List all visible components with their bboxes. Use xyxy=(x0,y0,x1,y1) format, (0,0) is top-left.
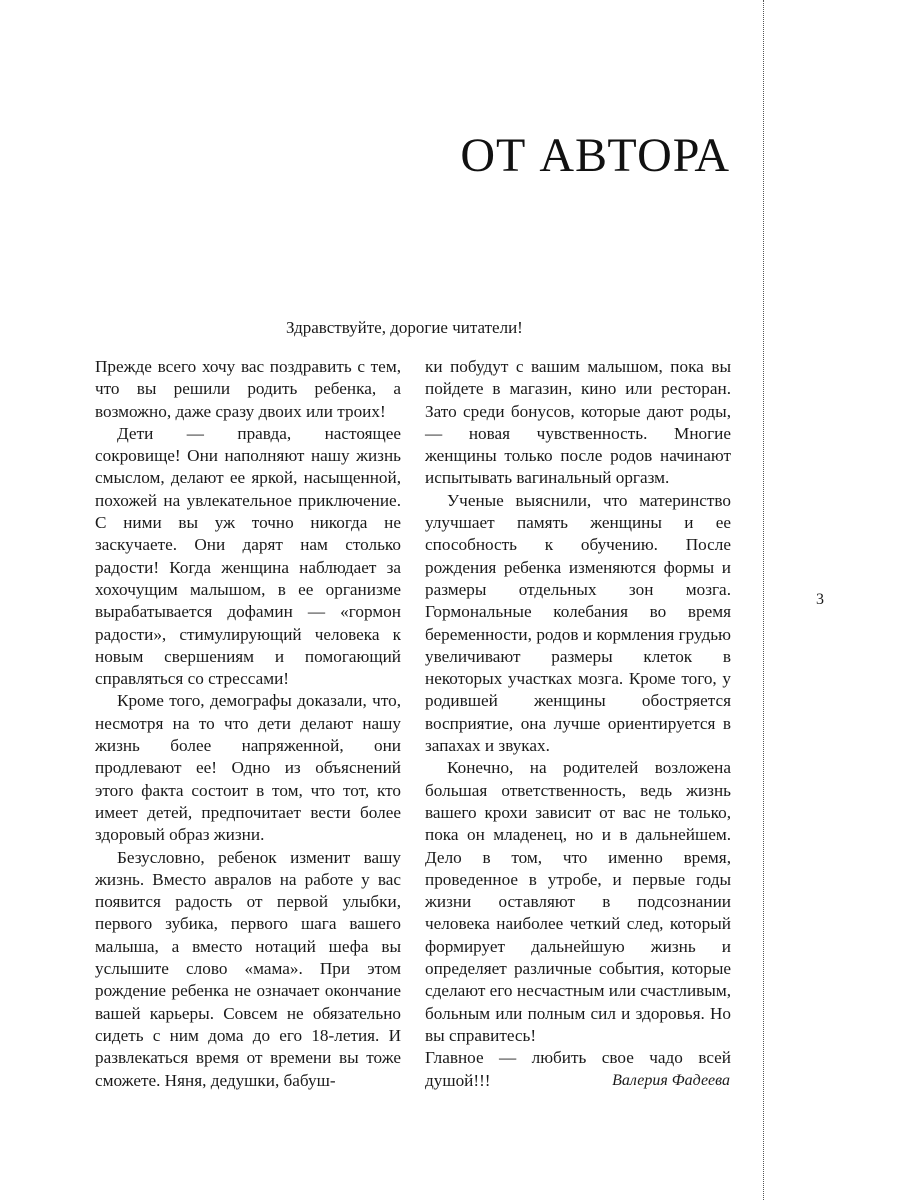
paragraph: Главное — любить свое чадо всей душой!!! xyxy=(425,1048,731,1090)
page-number: 3 xyxy=(816,591,824,608)
paragraph: Безусловно, ребенок изменит вашу жизнь. Вместо авралов на работе у вас появится радость от первой улыбки, первого зубика, первого шага вашего малыша, а вместо нотаций шефа вы услышите слово «мама». При этом рождение ребенка не означает окончание вашей карьеры. Совсем не обязательно сидеть с ним дома до его 18-летия. И развлекаться время от времени вы тоже сможете. Няня, дедушки, бабуш- xyxy=(95,847,401,1090)
paragraph: Прежде всего хочу вас поздравить с тем, что вы решили родить ребенка, а возможно, даже сразу двоих или троих! xyxy=(95,357,401,421)
paragraph: Дети — правда, настоящее сокровище! Они наполняют нашу жизнь смыслом, делают ее яркой, насыщенной, похожей на увлекательное приключение. С ними вы уж точно никогда не заскучаете. Они дарят нам столько радости! Когда женщина наблюдает за хохочущим малышом, в ее организме вырабатывается дофамин — «гормон радости», стимулирующий человека к новым свершениям и помогающий справляться со стрессами! xyxy=(95,423,401,689)
paragraph: ки побудут с вашим малышом, пока вы пойдете в магазин, кино или ресторан. Зато среди бонусов, которые дают роды, — новая чувственность. Многие женщины только после родов начинают испытывать вагинальный оргазм. xyxy=(425,357,731,488)
left-text-column xyxy=(95,356,401,1092)
greeting-line: Здравствуйте, дорогие читатели! xyxy=(286,318,523,337)
paragraph: Кроме того, демографы доказали, что, несмотря на то что дети делают нашу жизнь более напряженной, они продлевают ее! Одно из объяснений этого факта состоит в том, что тот, кто имеет детей, предпочитает вести более здоровый образ жизни. xyxy=(95,691,401,845)
paragraph: Ученые выяснили, что материнство улучшает память женщины и ее способность к обучению. После рождения ребенка изменяются формы и размеры отдельных зон мозга. Гормональные колебания во время беременности, родов и кормления грудью увеличивают размеры клеток в некоторых участках мозга. Кроме того, у родившей женщины обостряется восприятие, она лучше ориентируется в запахах и звуках. xyxy=(425,490,731,756)
author-signature: Валерия Фадеева xyxy=(612,1072,730,1089)
chapter-heading: ОТ АВТОРА xyxy=(460,129,730,182)
right-text-column xyxy=(425,356,731,1092)
margin-dotted-divider xyxy=(763,0,764,1200)
paragraph: Конечно, на родителей возложена большая ответственность, ведь жизнь вашего крохи зависит от вас не только, пока он младенец, но и в дальнейшем. Дело в том, что именно время, проведенное в утробе, и первые годы жизни оставляют в подсознании человека наиболее четкий след, который формирует дальнейшую жизнь и определяет различные события, которые сделают его несчастным или счастливым, больным или полным сил и здоровья. Но вы справитесь! xyxy=(425,758,731,1045)
